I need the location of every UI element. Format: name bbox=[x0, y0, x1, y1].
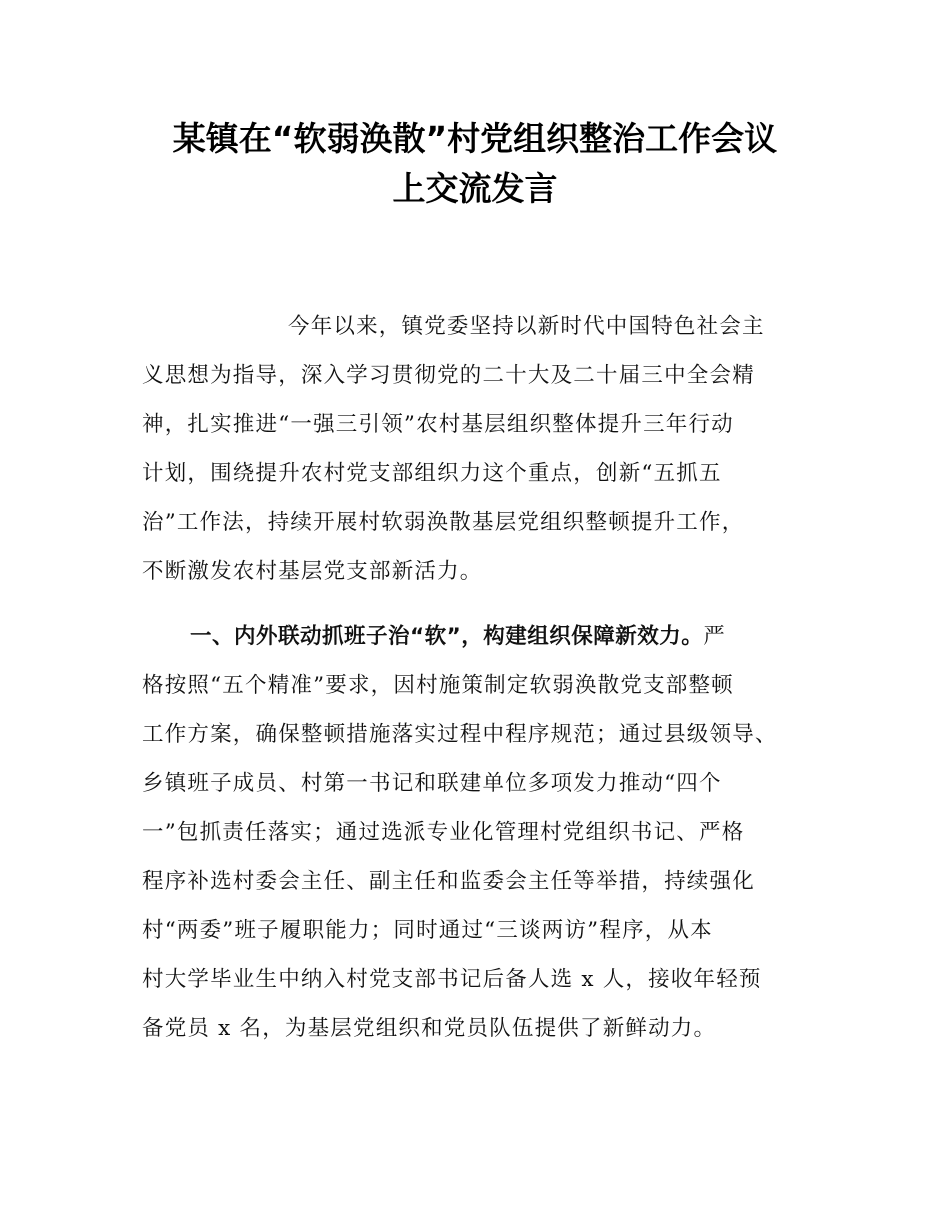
section-heading-tail: 严 bbox=[703, 624, 726, 649]
paragraph-first-line bbox=[142, 612, 832, 661]
paragraph-line: 村“两委”班子履职能力；同时通过“三谈两访”程序，从本 bbox=[142, 918, 713, 943]
title-line-2: 上交流发言 bbox=[392, 169, 558, 208]
paragraph-line: 计划，围绕提升农村党支部组织力这个重点，创新“五抓五 bbox=[142, 461, 722, 486]
document-title bbox=[0, 114, 950, 214]
paragraph-line: 程序补选村委会主任、副主任和监委会主任等举措，持续强化 bbox=[142, 869, 755, 894]
title-line-1: 某镇在“软弱涣散”村党组织整治工作会议 bbox=[172, 119, 778, 158]
paragraph-line: 一”包抓责任落实；通过选派专业化管理村党组织书记、严格 bbox=[142, 820, 745, 845]
paragraph-line: 不断激发农村基层党支部新活力。 bbox=[142, 559, 483, 584]
paragraph-line: 乡镇班子成员、村第一书记和联建单位多项发力推动“四个 bbox=[142, 771, 722, 796]
paragraph-line: 备党员 x 名，为基层党组织和党员队伍提供了新鲜动力。 bbox=[142, 1016, 717, 1041]
paragraph-line: 格按照“五个精准”要求，因村施策制定软弱涣散党支部整顿 bbox=[142, 673, 734, 698]
paragraph-line: 村大学毕业生中纳入村党支部书记后备人选 x 人，接收年轻预 bbox=[142, 967, 762, 992]
paragraph-line: 工作方案，确保整顿措施落实过程中程序规范；通过县级领导、 bbox=[142, 722, 778, 747]
paragraph-line: 义思想为指导，深入学习贯彻党的二十大及二十届三中全会精 bbox=[142, 363, 755, 388]
paragraph-line: 今年以来，镇党委坚持以新时代中国特色社会主 bbox=[288, 314, 765, 339]
paragraph-line: 神，扎实推进“一强三引领”农村基层组织整体提升三年行动 bbox=[142, 412, 734, 437]
paragraph-section-one bbox=[142, 612, 832, 1053]
paragraph-intro bbox=[142, 302, 832, 596]
paragraph-line: 治”工作法，持续开展村软弱涣散基层党组织整顿提升工作， bbox=[142, 510, 745, 535]
section-heading: 一、内外联动抓班子治“软”，构建组织保障新效力。 bbox=[190, 624, 704, 649]
